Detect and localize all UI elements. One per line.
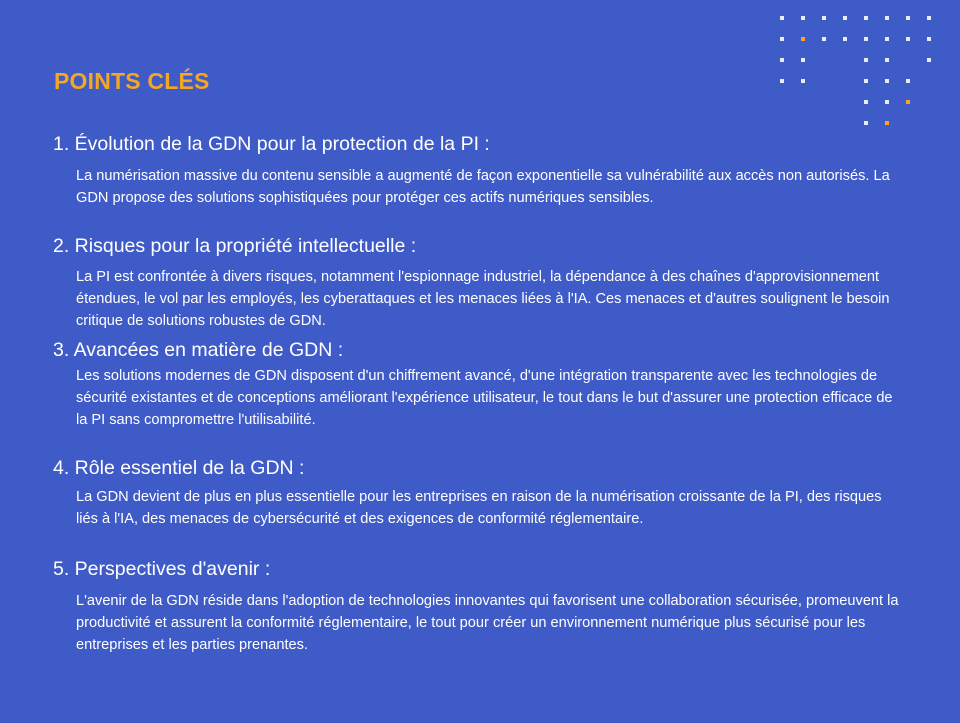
decorative-dot-grid bbox=[780, 16, 940, 136]
decorative-dot bbox=[801, 16, 805, 20]
key-point-text: Les solutions modernes de GDN disposent d'un chiffrement avancé, d'une intégration transparente avec les technologies de sécurité existantes et de conceptions améliorant l'expérience utilisateur, le tout dans le but d'assurer une protection efficace de la PI sans compromettre l'utilisabilité. bbox=[76, 368, 893, 428]
key-point-4 bbox=[53, 456, 903, 531]
key-point-heading: 5. Perspectives d'avenir : bbox=[53, 558, 271, 580]
key-point-text: L'avenir de la GDN réside dans l'adoption de technologies innovantes qui favorisent une collaboration sécurisée, promeuvent la productivité et assurent la conformité réglementaire, le tout pour créer un environnement numérique plus sécurisé pour les entreprises et les parties prenantes. bbox=[76, 593, 899, 653]
decorative-dot bbox=[885, 16, 889, 20]
decorative-dot bbox=[780, 79, 784, 83]
page-title: POINTS CLÉS bbox=[54, 68, 210, 94]
decorative-dot bbox=[906, 79, 910, 83]
decorative-dot bbox=[885, 100, 889, 104]
decorative-dot bbox=[885, 37, 889, 41]
decorative-dot bbox=[822, 37, 826, 41]
key-point-text: La GDN devient de plus en plus essentielle pour les entreprises en raison de la numérisation croissante de la PI, des risques liés à l'IA, des menaces de cybersécurité et des exigences de conformité réglementaire. bbox=[76, 489, 882, 527]
decorative-dot bbox=[864, 37, 868, 41]
key-point-5 bbox=[53, 557, 903, 656]
key-point-heading: 4. Rôle essentiel de la GDN : bbox=[53, 457, 305, 479]
decorative-dot bbox=[864, 58, 868, 62]
decorative-dot bbox=[927, 58, 931, 62]
decorative-dot bbox=[927, 37, 931, 41]
decorative-dot bbox=[864, 16, 868, 20]
decorative-dot bbox=[780, 58, 784, 62]
decorative-dot bbox=[801, 58, 805, 62]
decorative-dot bbox=[822, 16, 826, 20]
decorative-dot bbox=[843, 37, 847, 41]
decorative-dot bbox=[780, 16, 784, 20]
decorative-dot bbox=[801, 37, 805, 41]
key-point-2 bbox=[53, 234, 903, 332]
key-point-text: La PI est confrontée à divers risques, notamment l'espionnage industriel, la dépendance à des chaînes d'approvisionnement étendues, le vol par les employés, les cyberattaques et les menaces liées à l'IA. Ces menaces et d'autres soulignent le besoin critique de solutions robustes de GDN. bbox=[76, 269, 890, 329]
key-point-heading: 3. Avancées en matière de GDN : bbox=[53, 339, 344, 361]
decorative-dot bbox=[864, 100, 868, 104]
decorative-dot bbox=[864, 79, 868, 83]
decorative-dot bbox=[885, 79, 889, 83]
decorative-dot bbox=[906, 100, 910, 104]
decorative-dot bbox=[864, 121, 868, 125]
decorative-dot bbox=[843, 16, 847, 20]
decorative-dot bbox=[906, 16, 910, 20]
decorative-dot bbox=[927, 16, 931, 20]
key-point-3 bbox=[53, 338, 903, 431]
key-point-heading: 1. Évolution de la GDN pour la protection de la PI : bbox=[53, 133, 490, 155]
decorative-dot bbox=[885, 121, 889, 125]
decorative-dot bbox=[906, 37, 910, 41]
decorative-dot bbox=[801, 79, 805, 83]
decorative-dot bbox=[780, 37, 784, 41]
key-point-text: La numérisation massive du contenu sensible a augmenté de façon exponentielle sa vulnérabilité aux accès non autorisés. La GDN propose des solutions sophistiquées pour protéger ces actifs numériques sensibles. bbox=[76, 168, 890, 206]
decorative-dot bbox=[885, 58, 889, 62]
key-point-1 bbox=[53, 132, 903, 210]
key-point-heading: 2. Risques pour la propriété intellectuelle : bbox=[53, 235, 417, 257]
